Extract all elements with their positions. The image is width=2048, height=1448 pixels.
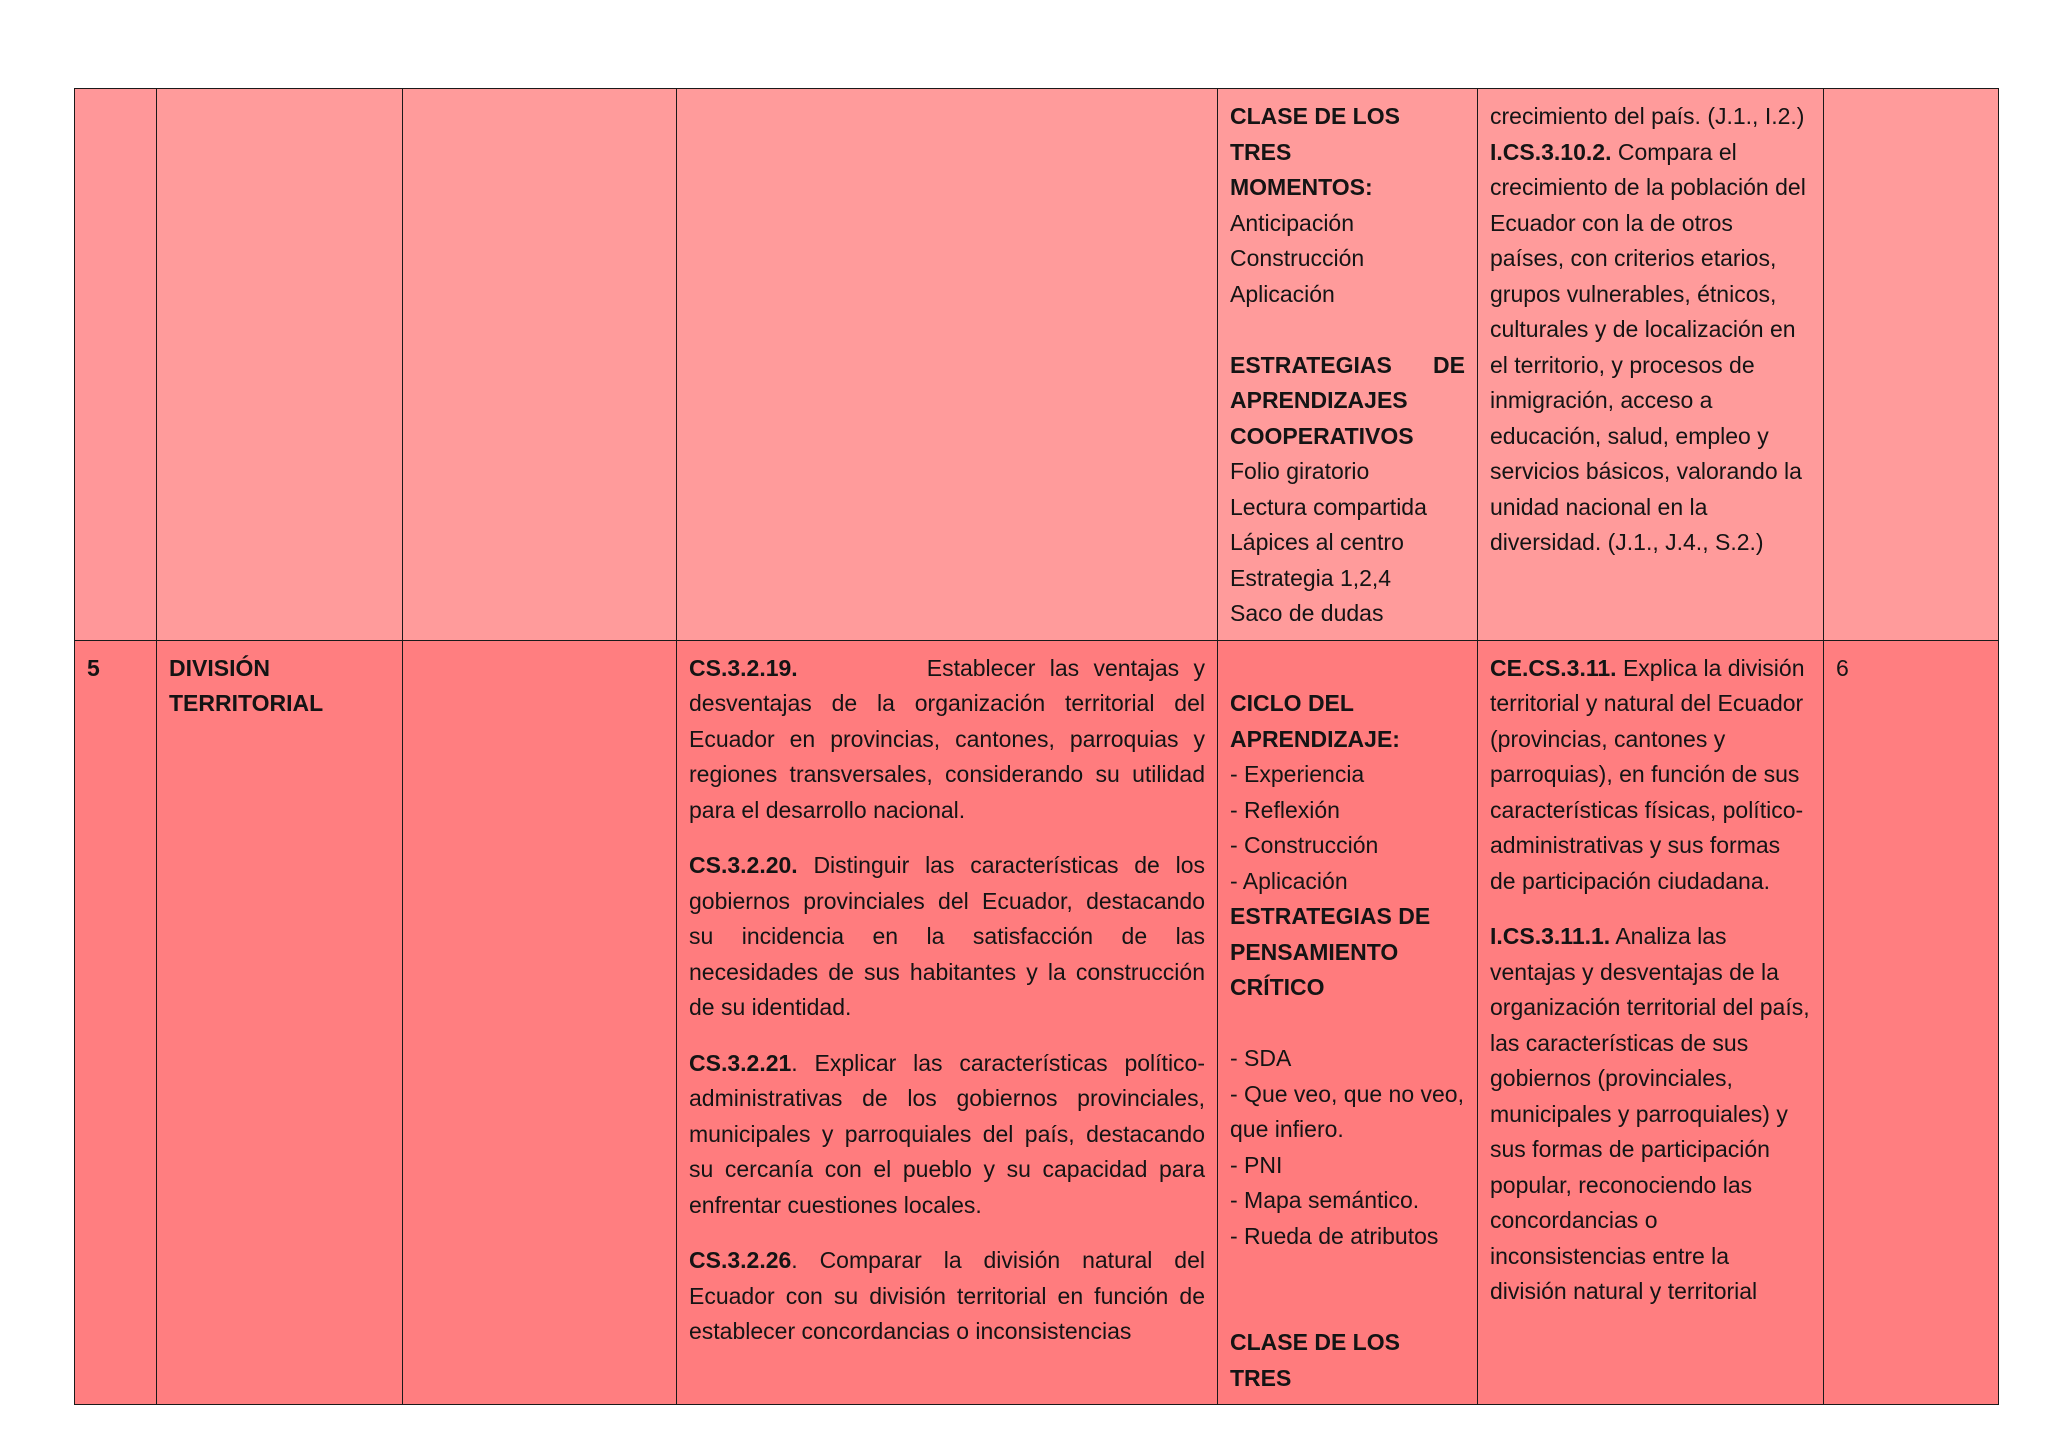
cycle-step: - Reflexión [1230,796,1340,823]
skill-text: . Explicar las características político-administrativas de los gobiernos provinciales, municipales y parroquiales del país, destacando su cercanía con el pueblo y su capacidad para enfrentar cuestiones locales. [689,1049,1205,1218]
evaluation-cell [1478,89,1824,641]
moment-item: Anticipación [1230,209,1355,236]
unit-title: TERRITORIAL [169,690,324,716]
skill-code: CS.3.2.21 [689,1049,792,1076]
critical-item: - SDA [1230,1045,1292,1071]
strategies-heading: APRENDIZAJES [1230,387,1408,413]
cycle-title: CICLO DEL [1230,690,1354,716]
methodology-cell [1218,89,1478,641]
cycle-title: APRENDIZAJE: [1230,725,1400,752]
skill-code: CS.3.2.26 [689,1247,792,1273]
skill-paragraph [689,1046,1205,1224]
class-title: MOMENTOS: [1230,174,1373,200]
indicator [1490,135,1811,561]
skill-text: . Comparar la división natural del Ecuador con su división territorial en función de establecer concordancias o inconsistencias [689,1247,1205,1344]
moment-item: Construcción [1230,245,1365,271]
cycle-step: - Construcción [1230,832,1379,858]
skills-cell [677,640,1218,1405]
moment-item: Aplicación [1230,280,1335,307]
skill-code: CS.3.2.20. [689,852,798,878]
critical-item: - Mapa semántico. [1230,1187,1420,1213]
number-cell [75,89,157,641]
strategies-heading: COOPERATIVOS [1230,422,1414,449]
objective-cell [403,640,677,1405]
criterion-text: Explica la división territorial y natural del Ecuador (provincias, cantones y parroquias), en función de sus características físicas, político-administrativas y sus formas de participación ciudadana. [1490,654,1805,894]
indicator-code: I.CS.3.11.1. [1490,923,1611,949]
strategy-item: Saco de dudas [1230,600,1384,626]
cycle-step: - Experiencia [1230,761,1365,787]
class-title: CLASE DE LOS TRES [1230,1329,1400,1391]
strategy-item: Estrategia 1,2,4 [1230,564,1392,591]
critical-item: - Que veo, que no veo, que infiero. [1230,1080,1464,1142]
objective-cell [403,89,677,641]
indicator-text: Compara el crecimiento de la población del Ecuador con la de otros países, con criterios etarios, grupos vulnerables, étnicos, culturales y de localización en el territorio, y procesos de inmigración, acceso a educación, salud, empleo y servicios básicos, valorando la unidad nacional en la diversidad. (J.1., J.4., S.2.) [1490,138,1806,555]
unit-title: DIVISIÓN [169,654,270,681]
strategies-heading: ESTRATEGIAS DE [1230,351,1465,378]
evaluation-continuation: crecimiento del país. (J.1., I.2.) [1490,103,1805,129]
class-title: CLASE DE LOS TRES [1230,103,1400,165]
skill-code: CS.3.2.19. [689,654,798,681]
skill-paragraph [689,1243,1205,1350]
evaluation-cell [1478,640,1824,1405]
table-row [75,89,1999,641]
unit-number: 5 [87,654,100,681]
critical-item: - PNI [1230,1151,1283,1178]
periods-value: 6 [1836,654,1849,681]
skill-text: Establecer las ventajas y desventajas de la organización territorial del Ecuador en provincias, cantones, parroquias y regiones transversales, considerando su utilidad para el desarrollo nacional. [689,654,1212,823]
periods-cell [1824,640,1999,1405]
indicator-text: Analiza las ventajas y desventajas de la organización territorial del país, las características de sus gobiernos (provinciales, municipales y parroquiales) y sus formas de participación popular, reconociendo las concordancias o inconsistencias entre la división natural y territorial [1490,923,1810,1304]
skill-paragraph [689,651,1212,829]
table-row [75,640,1999,1405]
critical-title: CRÍTICO [1230,974,1325,1000]
critical-title: PENSAMIENTO [1230,938,1399,965]
skills-cell [677,89,1218,641]
unit-cell [157,640,403,1405]
criterion-code: CE.CS.3.11. [1490,654,1617,681]
strategy-item: Folio giratorio [1230,458,1370,484]
skill-paragraph [689,848,1205,1026]
indicator [1490,919,1811,1310]
number-cell [75,640,157,1405]
critical-title: ESTRATEGIAS DE [1230,903,1431,929]
indicator-code: I.CS.3.10.2. [1490,138,1612,165]
criterion [1490,651,1811,900]
critical-item: - Rueda de atributos [1230,1222,1439,1249]
strategy-item: Lápices al centro [1230,529,1404,555]
strategy-item: Lectura compartida [1230,493,1427,520]
cycle-step: - Aplicación [1230,867,1348,894]
periods-cell [1824,89,1999,641]
methodology-cell [1218,640,1478,1405]
unit-cell [157,89,403,641]
skill-text: Distinguir las características de los gobiernos provinciales del Ecuador, destacando su incidencia en la satisfacción de las necesidades de sus habitantes y la construcción de su identidad. [689,852,1205,1020]
planning-table [74,88,1999,1405]
